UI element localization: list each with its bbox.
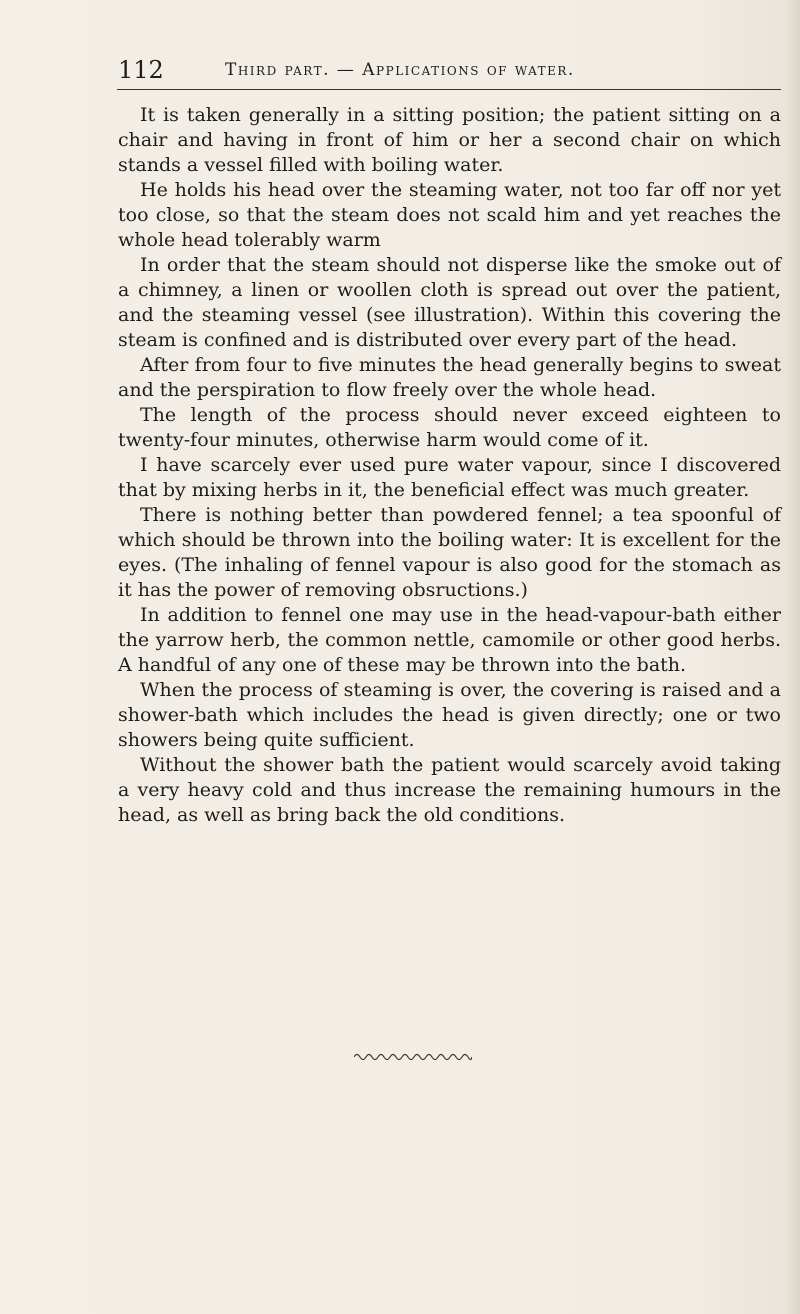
body-text xyxy=(118,103,781,828)
page-number: 112 xyxy=(118,56,164,84)
paragraph-8: In addition to fennel one may use in the head-vapour-bath either the yarrow herb, the common nettle, camomile or other good herbs. A handful of any one of these may be thrown into the bath. xyxy=(118,604,781,676)
paragraph-3: In order that the steam should not disperse like the smoke out of a chimney, a linen or woollen cloth is spread out over the patient, and the steaming vessel (see illustration). Within this covering the steam is confined and is distributed over every part of the head. xyxy=(118,254,781,351)
running-head: Third part. — Applications of water. xyxy=(225,60,575,80)
paragraph-10: Without the shower bath the patient would scarcely avoid taking a very heavy cold and thus increase the remaining humours in the head, as well as bring back the old conditions. xyxy=(118,754,781,826)
paragraph-1: It is taken generally in a sitting position; the patient sitting on a chair and having in front of him or her a second chair on which stands a vessel filled with boiling water. xyxy=(118,104,781,176)
paragraph-7: There is nothing better than powdered fennel; a tea spoonful of which should be thrown into the boiling water: It is excellent for the eyes. (The inhaling of fennel vapour is also good for the stomach as it has the power of removing obsructions.) xyxy=(118,504,781,601)
paragraph-2: He holds his head over the steaming water, not too far off nor yet too close, so that the steam does not scald him and yet reaches the whole head tolerably warm xyxy=(118,179,781,251)
paragraph-6: I have scarcely ever used pure water vapour, since I discovered that by mixing herbs in it, the beneficial effect was much greater. xyxy=(118,454,781,501)
header-rule xyxy=(117,89,781,90)
page-header xyxy=(118,56,798,92)
paragraph-9: When the process of steaming is over, the covering is raised and a shower-bath which includes the head is given directly; one or two showers being quite sufficient. xyxy=(118,679,781,751)
paragraph-5: The length of the process should never exceed eighteen to twenty-four minutes, otherwise harm would come of it. xyxy=(118,404,781,451)
paragraph-4: After from four to five minutes the head generally begins to sweat and the perspiration to flow freely over the whole head. xyxy=(118,354,781,401)
page-edge-shadow xyxy=(786,0,800,1314)
wavy-rule-ornament xyxy=(354,1052,472,1062)
